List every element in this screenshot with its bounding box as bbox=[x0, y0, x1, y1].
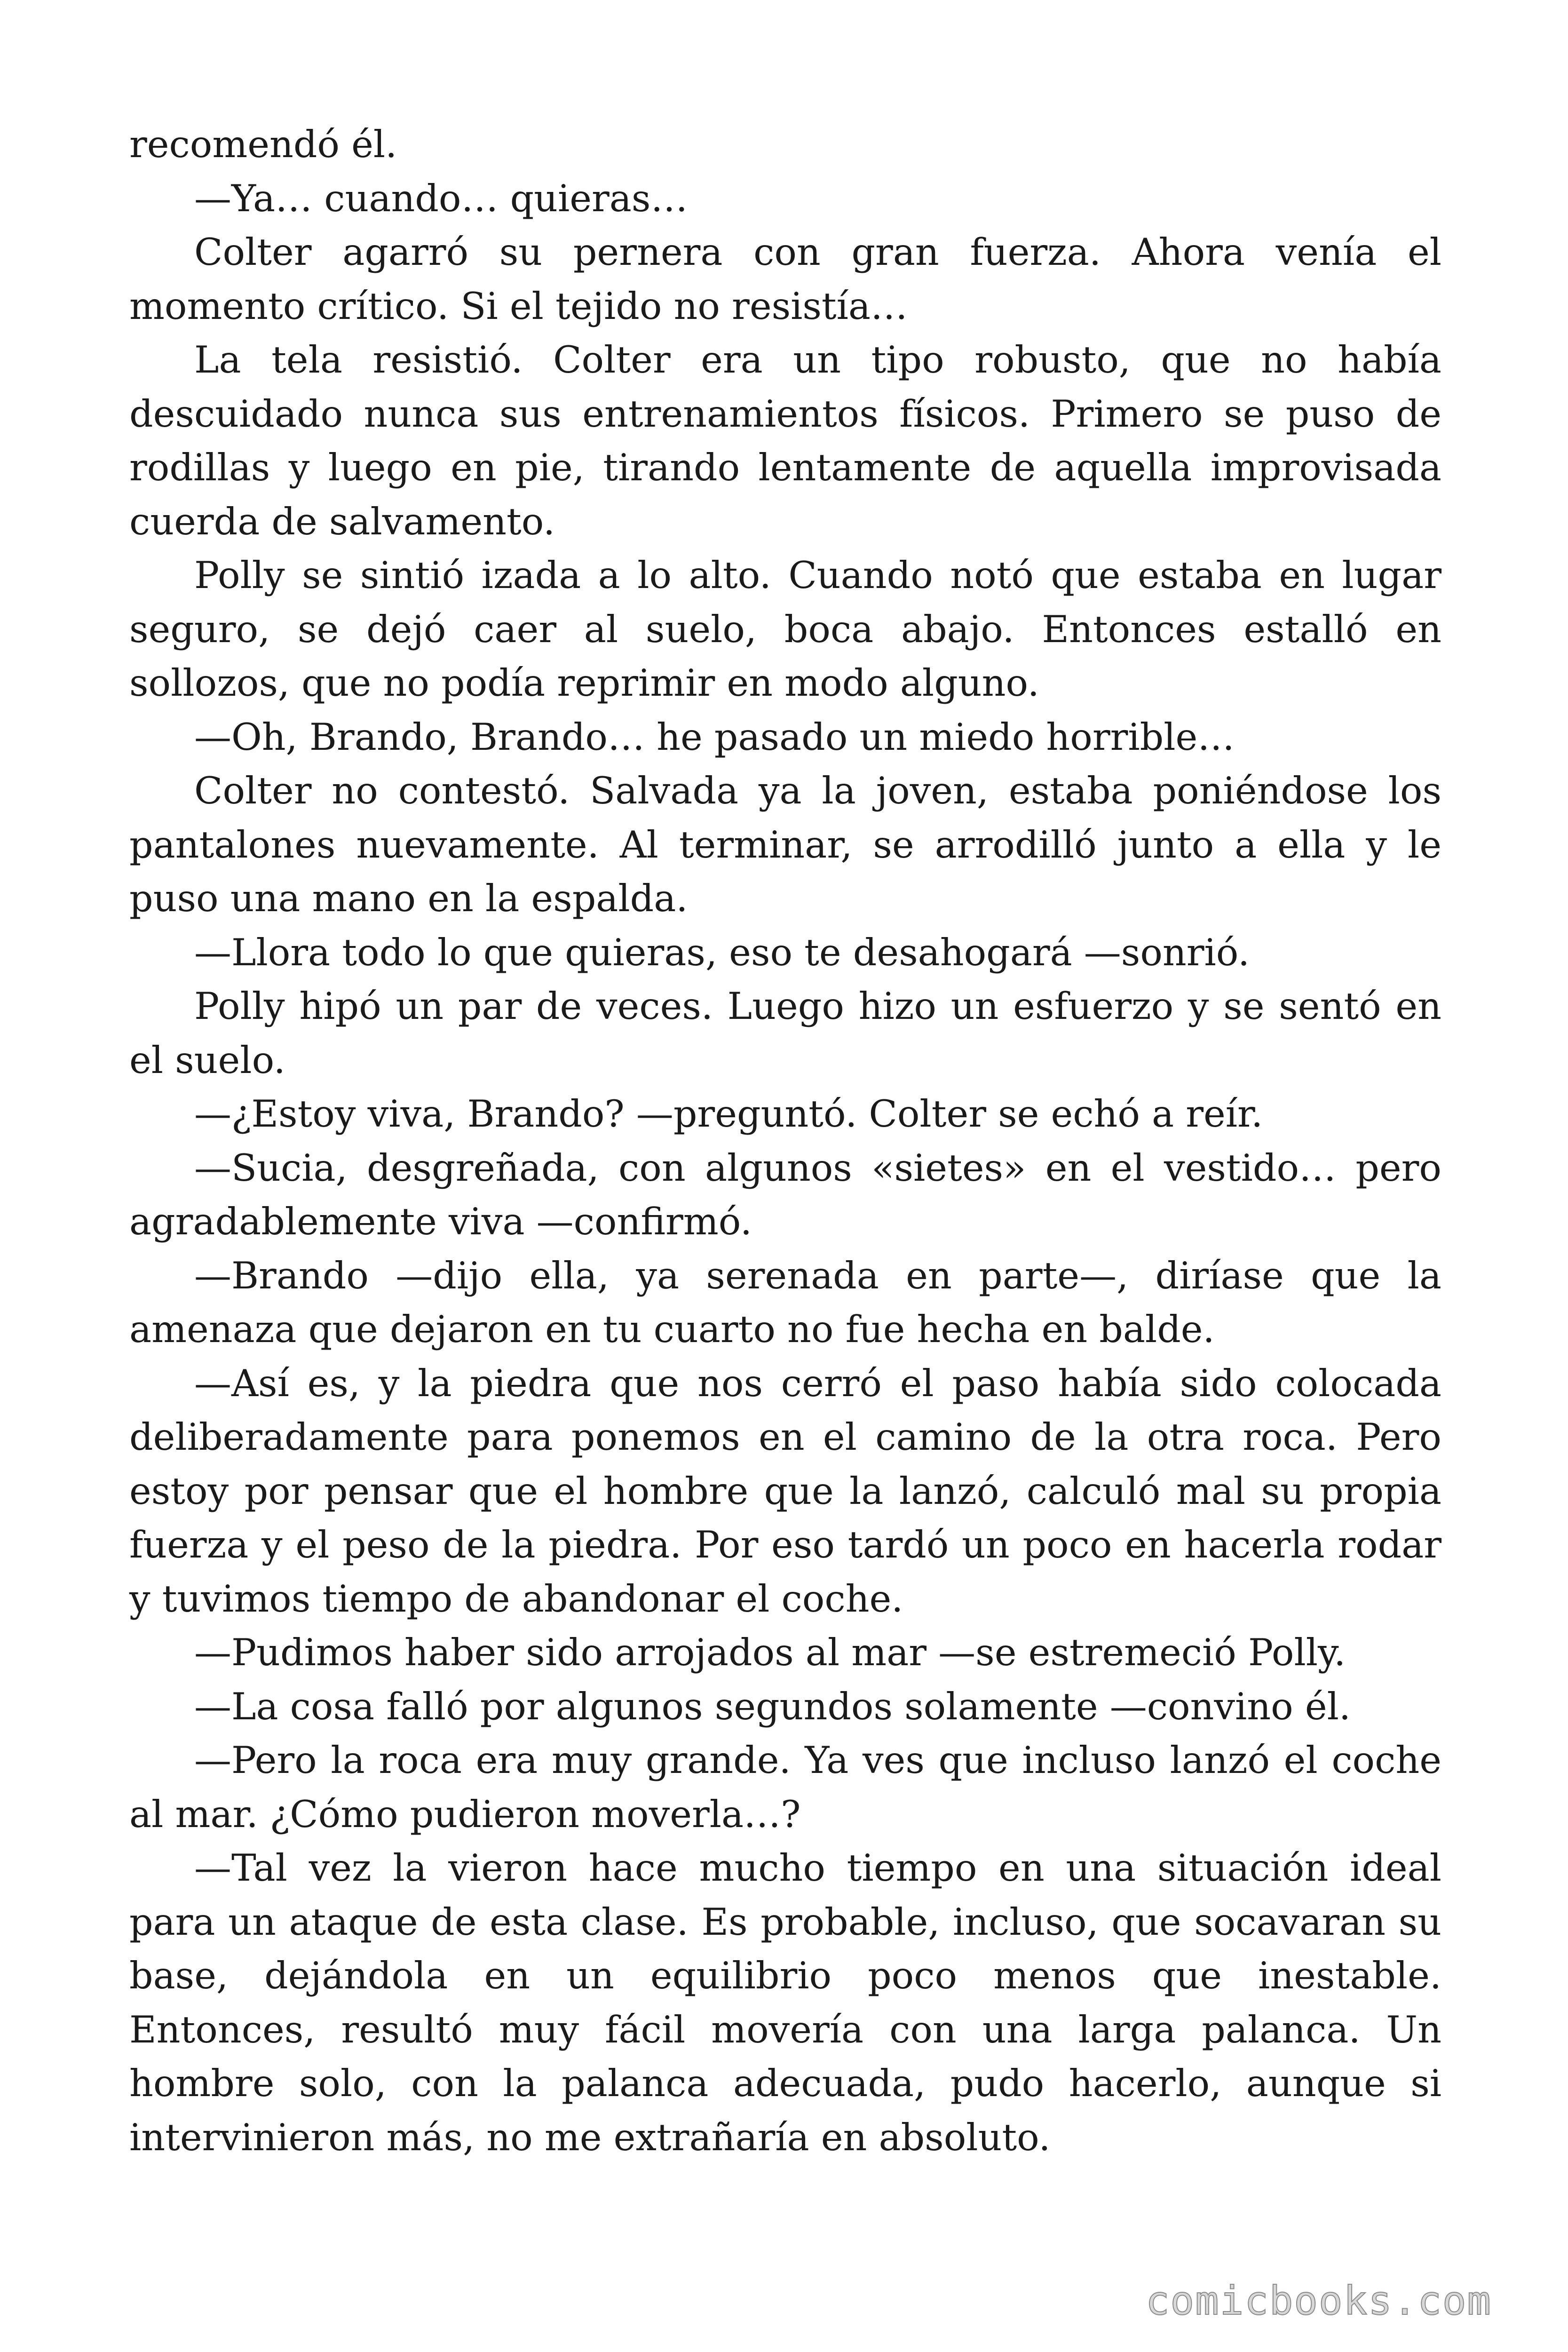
paragraph: —Tal vez la vieron hace mucho tiempo en una situación ideal para un ataque de esta clase. Es probable, incluso, que socavaran su base, dejándola en un equilibrio poco menos que inestable. Entonces, resultó muy fácil movería con una larga palanca. Un hombre solo, con la palanca adecuada, pudo hacerlo, aunque si intervinieron más, no me extrañaría en absoluto. bbox=[129, 1846, 1441, 2159]
paragraph: Colter agarró su pernera con gran fuerza. Ahora venía el momento crítico. Si el tejido no resistía… bbox=[129, 230, 1441, 328]
paragraph: —¿Estoy viva, Brando? —preguntó. Colter se echó a reír. bbox=[194, 1092, 1263, 1136]
paragraph: —Brando —dijo ella, ya serenada en parte—, diríase que la amenaza que dejaron en tu cuarto no fue hecha en balde. bbox=[129, 1254, 1441, 1351]
paragraph: —Pudimos haber sido arrojados al mar —se estremeció Polly. bbox=[194, 1631, 1346, 1674]
paragraph: —Ya… cuando… quieras… bbox=[194, 176, 688, 220]
paragraph: —Así es, y la piedra que nos cerró el paso había sido colocada deliberadamente para ponemos en el camino de la otra roca. Pero estoy por pensar que el hombre que la lanzó, calculó mal su propia fuerza y el peso de la piedra. Por eso tardó un poco en hacerla rodar y tuvimos tiempo de abandonar el coche. bbox=[129, 1361, 1441, 1621]
paragraph: —Oh, Brando, Brando… he pasado un miedo horrible… bbox=[194, 715, 1235, 759]
paragraph: Colter no contestó. Salvada ya la joven, estaba poniéndose los pantalones nuevamente. Al terminar, se arrodilló junto a ella y le puso una mano en la espalda. bbox=[129, 769, 1441, 920]
paragraph: La tela resistió. Colter era un tipo robusto, que no había descuidado nunca sus entrenamientos físicos. Primero se puso de rodillas y luego en pie, tirando lentamente de aquella improvisada cuerda de salvamento. bbox=[129, 338, 1441, 543]
paragraph: Polly se sintió izada a lo alto. Cuando notó que estaba en lugar seguro, se dejó caer al suelo, boca abajo. Entonces estalló en sollozos, que no podía reprimir en modo alguno. bbox=[129, 554, 1441, 705]
paragraph: Polly hipó un par de veces. Luego hizo un esfuerzo y se sentó en el suelo. bbox=[129, 985, 1441, 1082]
paragraph: —La cosa falló por algunos segundos solamente —convino él. bbox=[194, 1685, 1351, 1728]
paragraph: —Sucia, desgreñada, con algunos «sietes» en el vestido… pero agradablemente viva —confirmó. bbox=[129, 1146, 1441, 1243]
paragraph: —Pero la roca era muy grande. Ya ves que incluso lanzó el coche al mar. ¿Cómo pudieron moverla…? bbox=[129, 1739, 1441, 1836]
watermark: comicbooks.com bbox=[1145, 2278, 1492, 2324]
paragraph-continuation: recomendó él. bbox=[129, 123, 397, 166]
paragraph: —Llora todo lo que quieras, eso te desahogará —sonrió. bbox=[194, 930, 1250, 974]
page-body bbox=[129, 118, 1441, 2164]
